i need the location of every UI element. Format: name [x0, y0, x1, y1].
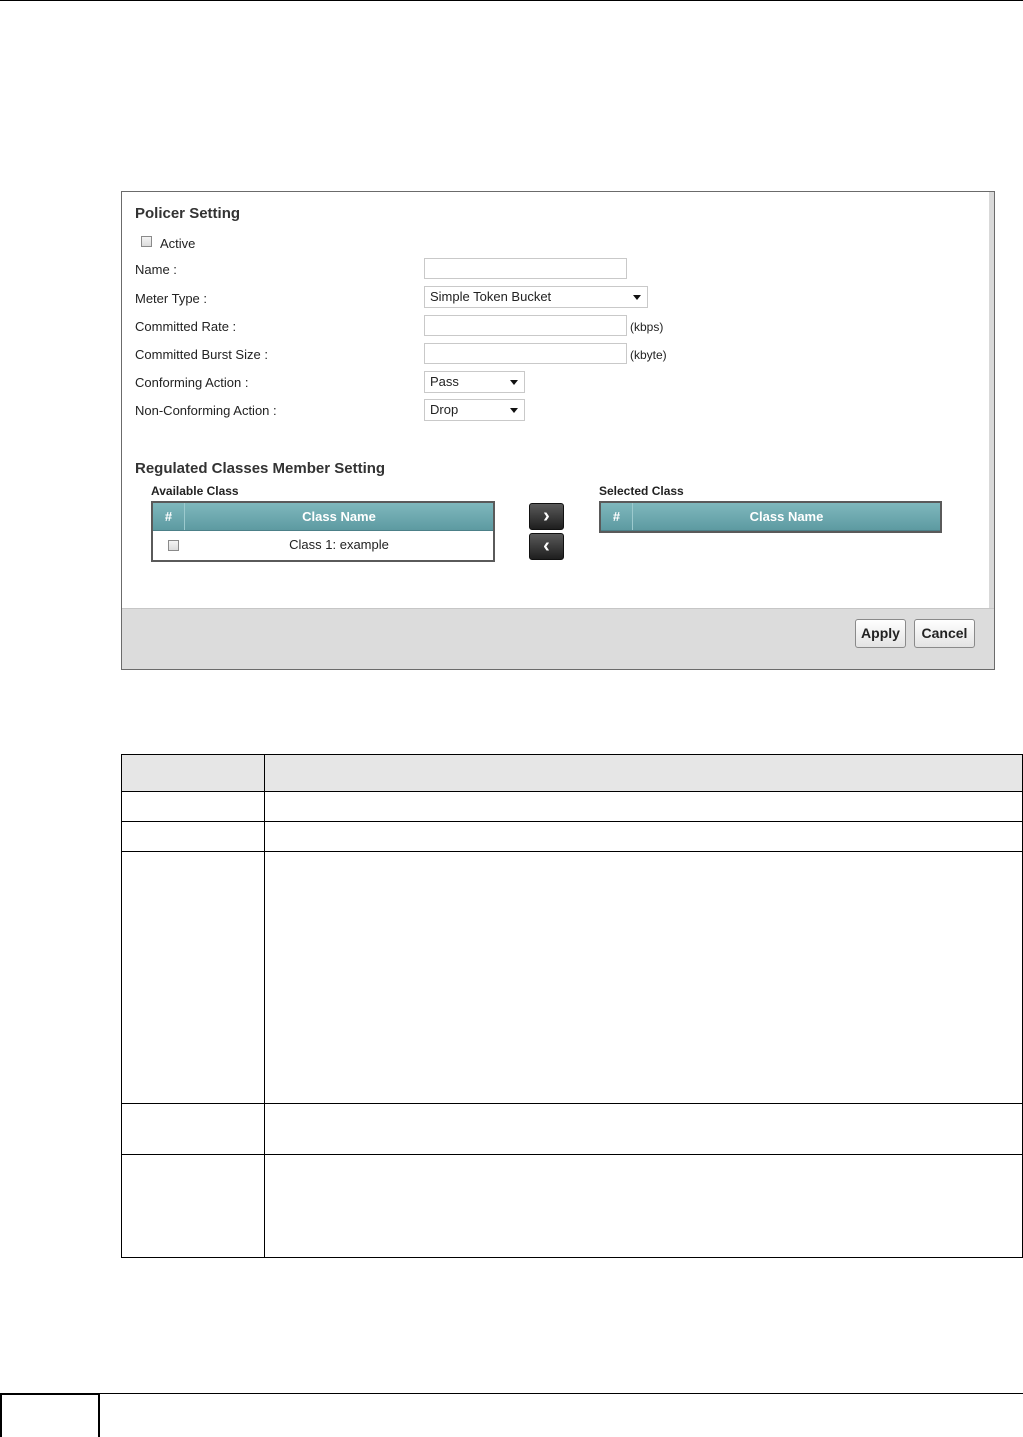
policer-settings-panel [121, 191, 995, 670]
dropdown-arrow-icon [510, 380, 518, 385]
table-cell [265, 1104, 1023, 1155]
page-number-box [0, 1393, 100, 1437]
committed-burst-input[interactable] [424, 343, 627, 364]
name-label: Name : [135, 262, 177, 277]
chevron-right-icon: › [543, 505, 550, 527]
available-class-table [151, 501, 495, 562]
table-row [122, 852, 1023, 1104]
name-input[interactable] [424, 258, 627, 279]
active-label: Active [160, 236, 196, 251]
table-header [601, 503, 940, 531]
committed-rate-label: Committed Rate : [135, 319, 237, 334]
committed-burst-unit: (kbyte) [630, 348, 667, 362]
nonconforming-action-select[interactable] [424, 399, 525, 421]
column-hash: # [153, 503, 185, 530]
table-cell [122, 1104, 265, 1155]
table-row [122, 1104, 1023, 1155]
table-row [122, 822, 1023, 852]
table-cell [122, 1155, 265, 1258]
table-row [122, 1155, 1023, 1258]
nonconforming-action-value: Drop [430, 402, 459, 417]
member-setting-title: Regulated Classes Member Setting [135, 460, 386, 477]
dropdown-arrow-icon [510, 408, 518, 413]
table-cell [265, 822, 1023, 852]
meter-type-value: Simple Token Bucket [430, 289, 552, 304]
table-header [153, 503, 493, 531]
cancel-button[interactable]: Cancel [914, 619, 975, 648]
table-cell [265, 1155, 1023, 1258]
table-cell [265, 852, 1023, 1104]
table-cell [122, 822, 265, 852]
apply-button[interactable]: Apply [855, 619, 906, 648]
scrollbar[interactable] [989, 192, 994, 608]
table-cell [265, 755, 1023, 792]
committed-burst-label: Committed Burst Size : [135, 347, 268, 362]
table-cell [122, 792, 265, 822]
column-hash: # [601, 503, 633, 530]
committed-rate-input[interactable] [424, 315, 627, 336]
add-class-button[interactable] [529, 503, 564, 530]
conforming-action-select[interactable] [424, 371, 525, 393]
selected-class-label: Selected Class [599, 484, 684, 498]
top-rule [0, 0, 1023, 1]
dropdown-arrow-icon [633, 295, 641, 300]
footer-bar [122, 608, 994, 669]
table-cell [122, 852, 265, 1104]
conforming-action-label: Conforming Action : [135, 375, 249, 390]
field-description-table [121, 754, 1023, 1258]
row-checkbox[interactable] [168, 540, 179, 551]
nonconforming-action-label: Non-Conforming Action : [135, 403, 277, 418]
selected-class-table [599, 501, 942, 533]
table-cell [122, 755, 265, 792]
table-cell [265, 792, 1023, 822]
table-row[interactable] [153, 531, 493, 559]
committed-rate-unit: (kbps) [630, 320, 664, 334]
available-class-label: Available Class [151, 484, 239, 498]
remove-class-button[interactable] [529, 533, 564, 560]
bottom-rule [100, 1393, 1023, 1394]
column-class-name: Class Name [749, 509, 824, 524]
meter-type-select[interactable] [424, 286, 648, 308]
policer-setting-title: Policer Setting [135, 205, 241, 222]
meter-type-label: Meter Type : [135, 291, 208, 306]
class-name-cell: Class 1: example [289, 537, 389, 552]
active-checkbox[interactable] [141, 236, 152, 247]
chevron-left-icon: ‹ [543, 535, 550, 557]
table-header-row [122, 755, 1023, 792]
table-row [122, 792, 1023, 822]
column-class-name: Class Name [302, 509, 376, 524]
conforming-action-value: Pass [430, 374, 459, 389]
